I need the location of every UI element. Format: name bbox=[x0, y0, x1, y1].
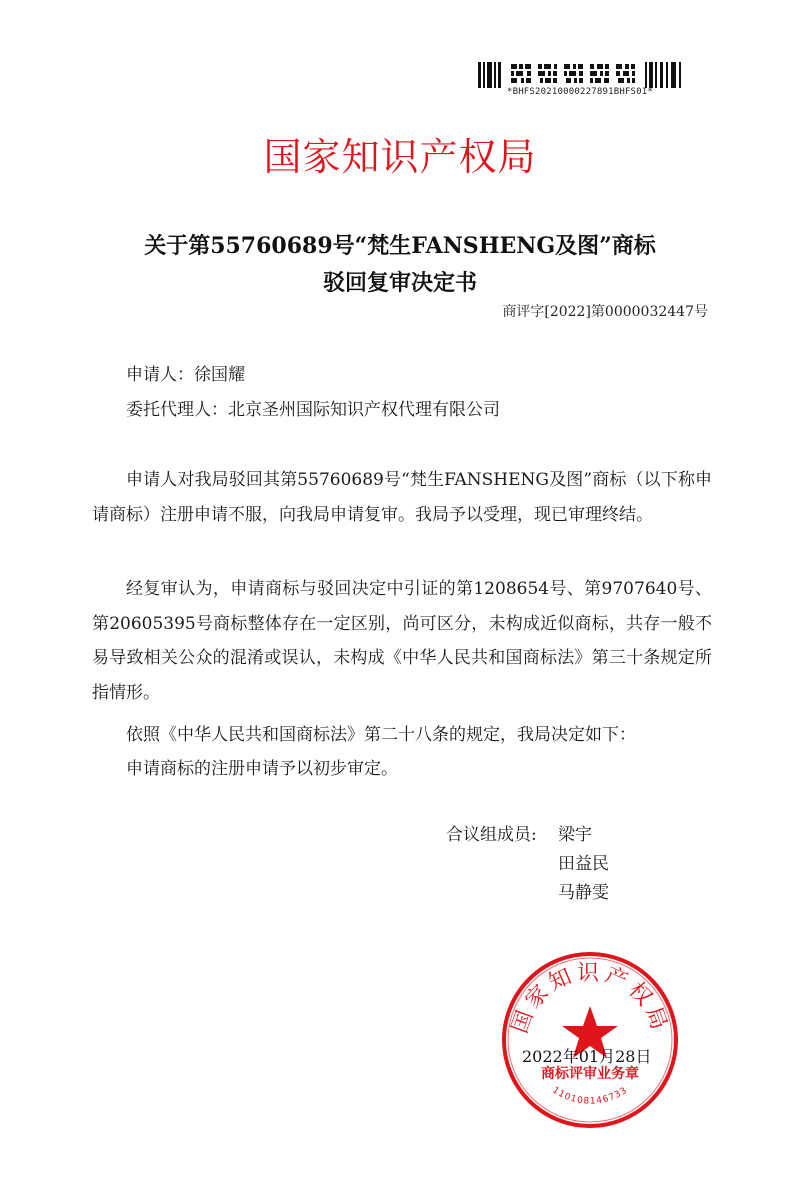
seal-outer-text: 国家知识产权局 bbox=[507, 961, 673, 1037]
panel-member-name: 马静雯 bbox=[558, 883, 609, 903]
document-title-line-1: 关于第55760689号“梵生FANSHENG及图”商标 bbox=[144, 233, 656, 259]
decision-date: 2022年01月28日 bbox=[522, 1047, 652, 1066]
panel-members-label: 合议组成员: bbox=[446, 825, 537, 845]
official-seal bbox=[500, 950, 680, 1130]
panel-member-name: 田益民 bbox=[558, 854, 609, 874]
panel-member-name: 梁宇 bbox=[558, 825, 592, 845]
barcode-text: *BHFS20210000227891BHFS01* bbox=[506, 87, 654, 97]
body-paragraph-2: 经复审认为，申请商标与驳回决定中引证的第1208654号、第9707640号、第20605395号商标整体存在一定区别，尚可区分，未构成近似商标，共存一般不易导致相关公众的混淆或误认，未构成《中华人民共和国商标法》第三十条规定所指情形。 bbox=[92, 579, 712, 703]
document-title-line-2: 驳回复审决定书 bbox=[322, 270, 477, 296]
agent: 委托代理人：北京圣州国际知识产权代理有限公司 bbox=[126, 400, 500, 420]
applicant: 申请人：徐国耀 bbox=[126, 365, 245, 385]
seal-code: 110108146733 bbox=[550, 1085, 630, 1107]
body-paragraph-1: 申请人对我局驳回其第55760689号“梵生FANSHENG及图”商标（以下称申请商标）注册申请不服，向我局申请复审。我局予以受理，现已审理终结。 bbox=[92, 470, 712, 525]
svg-text:110108146733 bbox=[550, 1085, 629, 1106]
agency-title: 国家知识产权局 bbox=[263, 135, 537, 179]
barcode bbox=[478, 62, 683, 88]
body-paragraph-3: 依照《中华人民共和国商标法》第二十八条的规定，我局决定如下： bbox=[126, 725, 636, 745]
body-paragraph-4: 申请商标的注册申请予以初步审定。 bbox=[126, 759, 398, 779]
seal-inner-text: 商标评审业务章 bbox=[541, 1066, 639, 1082]
document-number: 商评字[2022]第0000032447号 bbox=[502, 304, 708, 320]
